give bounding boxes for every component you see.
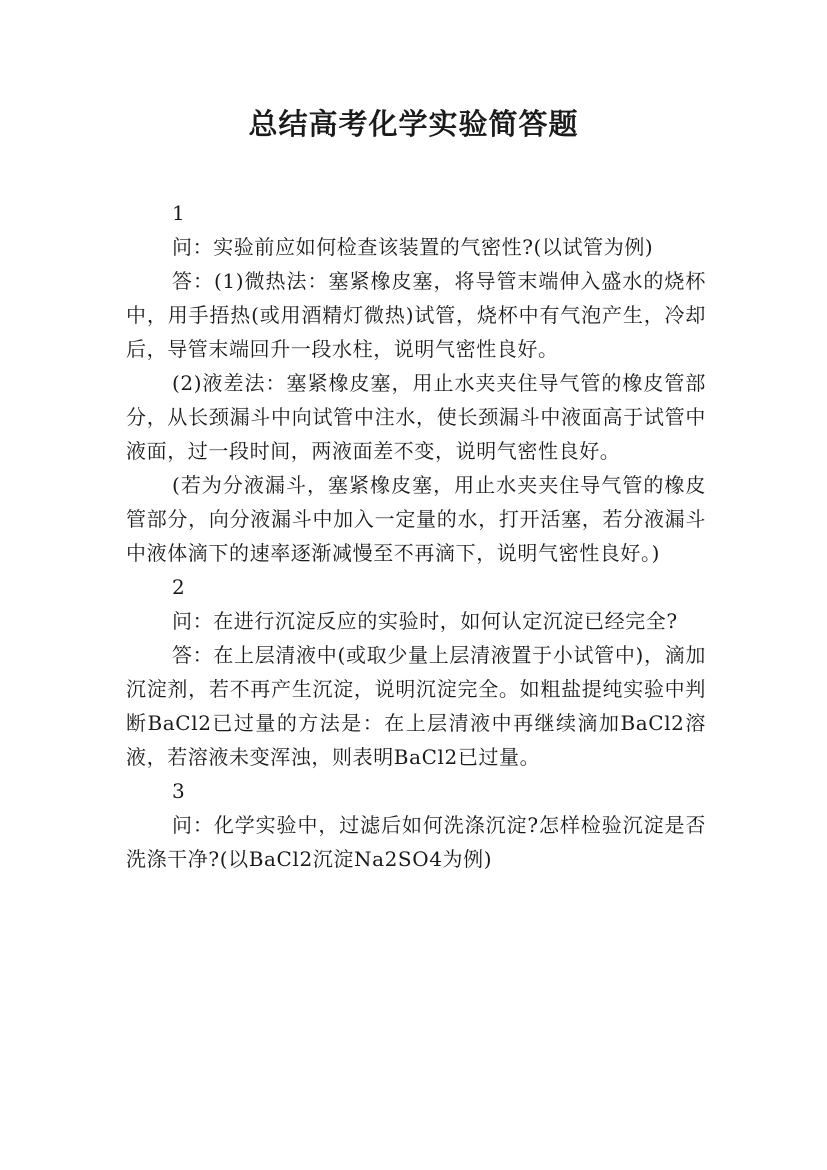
answer-paragraph: 答：(1)微热法：塞紧橡皮塞，将导管末端伸入盛水的烧杯中，用手捂热(或用酒精灯微热)试管，烧杯中有气泡产生，冷却后，导管末端回升一段水柱，说明气密性良好。 xyxy=(126,269,706,361)
answer-paragraph: 答：在上层清液中(或取少量上层清液置于小试管中)，滴加沉淀剂，若不再产生沉淀，说明沉淀完全。如粗盐提纯实验中判断BaCl2已过量的方法是：在上层清液中再继续滴加BaCl2溶液，若溶液未变浑浊，则表明BaCl2已过量。 xyxy=(126,643,706,769)
document-title: 总结高考化学实验简答题 xyxy=(248,107,579,141)
question-paragraph: 问：实验前应如何检查该装置的气密性?(以试管为例) xyxy=(172,235,654,259)
answer-paragraph: (若为分液漏斗，塞紧橡皮塞，用止水夹夹住导气管的橡皮管部分，向分液漏斗中加入一定量的水，打开活塞，若分液漏斗中液体滴下的速率逐渐减慢至不再滴下，说明气密性良好。) xyxy=(126,473,706,565)
answer-paragraph: (2)液差法：塞紧橡皮塞，用止水夹夹住导气管的橡皮管部分，从长颈漏斗中向试管中注水，使长颈漏斗中液面高于试管中液面，过一段时间，两液面差不变，说明气密性良好。 xyxy=(126,371,706,463)
section-number: 3 xyxy=(172,779,186,803)
question-paragraph: 问：化学实验中，过滤后如何洗涤沉淀?怎样检验沉淀是否洗涤干净?(以BaCl2沉淀Na2SO4为例) xyxy=(126,813,706,871)
question-paragraph: 问：在进行沉淀反应的实验时，如何认定沉淀已经完全? xyxy=(172,609,678,633)
document-body xyxy=(126,196,706,876)
section-number: 1 xyxy=(172,201,186,225)
section-number: 2 xyxy=(172,575,186,599)
